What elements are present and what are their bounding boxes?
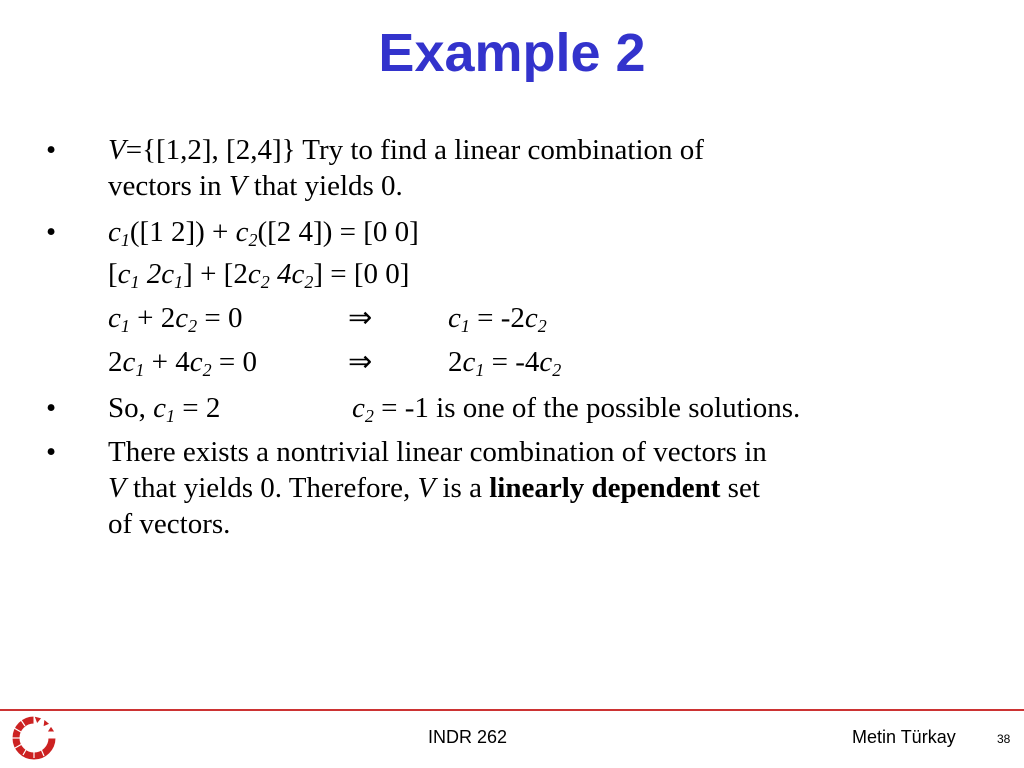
var-c: c [524, 302, 538, 334]
bullet-4: • [46, 436, 57, 468]
slide-title: Example 2 [378, 23, 646, 83]
text: So, [108, 392, 154, 424]
solution-c1 [108, 388, 352, 428]
university-logo-icon [4, 710, 64, 760]
var-c: c [235, 216, 249, 248]
sub: 1 [475, 360, 485, 380]
var-v: V [228, 170, 247, 202]
text: = 2 [175, 392, 221, 424]
sub: 1 [166, 406, 176, 426]
bullet-1-line-1 [108, 130, 704, 170]
equation-4-right [448, 346, 561, 378]
var-c: c [352, 392, 365, 424]
sub: 2 [188, 316, 198, 336]
text: is a [435, 472, 490, 504]
equation-1 [108, 212, 419, 252]
bullet-3-line [108, 388, 800, 428]
var-c: c [247, 258, 261, 290]
sub: 2 [248, 230, 258, 250]
text [270, 258, 277, 290]
sub: 2 [364, 406, 374, 426]
sub: 2 [202, 360, 212, 380]
bullet-1-line-2 [108, 166, 403, 206]
bullet-4-line-1: There exists a nontrivial linear combination of vectors in [108, 436, 767, 468]
sub: 1 [460, 316, 470, 336]
equation-4-left [108, 342, 348, 382]
var-c: c [122, 346, 136, 378]
text: that yields 0. Therefore, [125, 472, 418, 504]
footer-author: Metin Türkay [852, 727, 956, 747]
sub: 2 [260, 272, 270, 292]
coef: 4 [276, 258, 292, 290]
text: ([2 4]) = [0 0] [257, 216, 419, 248]
set-definition: ={[1,2], [2,4]} [125, 134, 296, 166]
text: [ [108, 258, 118, 290]
text: = -1 is one of the possible solutions. [373, 392, 801, 424]
set-v: V [108, 134, 126, 166]
text: vectors in [108, 170, 229, 202]
var-v: V [108, 472, 126, 504]
var-c: c [189, 346, 203, 378]
var-c: c [117, 258, 131, 290]
bullet-1: • [46, 134, 57, 166]
text: ] = [0 0] [313, 258, 410, 290]
bullet-1-text: Try to find a linear combination of [295, 134, 704, 166]
var-c: c [108, 216, 121, 248]
sub: 1 [174, 272, 184, 292]
equation-3 [108, 298, 547, 338]
text: set [720, 472, 760, 504]
solution-c2 [352, 392, 800, 424]
text: = 0 [197, 302, 243, 334]
text: ] + [2 [183, 258, 248, 290]
var-c: c [539, 346, 553, 378]
implies-arrow-icon: ⇒ [348, 346, 373, 378]
var-c: c [175, 302, 189, 334]
page-number: 38 [997, 732, 1011, 746]
equation-3-right [448, 302, 547, 334]
sub: 2 [537, 316, 547, 336]
sub: 1 [130, 272, 140, 292]
text: 2 [448, 346, 463, 378]
var-v: V [417, 472, 436, 504]
bullet-4-line-3: of vectors. [108, 508, 231, 540]
text: = -2 [469, 302, 525, 334]
footer-course: INDR 262 [428, 727, 508, 747]
equation-3-left [108, 298, 348, 338]
sub: 2 [304, 272, 314, 292]
text: 2 [108, 346, 123, 378]
bullet-4-line-2 [108, 468, 760, 508]
emphasis-term: linearly dependent [489, 472, 721, 504]
equation-4 [108, 342, 561, 382]
equation-2 [108, 254, 409, 294]
coef: 2 [146, 258, 162, 290]
var-c: c [462, 346, 476, 378]
sub: 1 [120, 316, 130, 336]
sub: 1 [135, 360, 145, 380]
sub: 2 [552, 360, 562, 380]
bullet-3: • [46, 392, 57, 424]
footer-divider [0, 709, 1024, 711]
text: that yields 0. [246, 170, 403, 202]
var-c: c [153, 392, 167, 424]
text: = -4 [484, 346, 540, 378]
var-c: c [291, 258, 305, 290]
text: + 4 [144, 346, 190, 378]
var-c: c [448, 302, 461, 334]
text: ([1 2]) + [129, 216, 236, 248]
var-c: c [108, 302, 121, 334]
bullet-2: • [46, 216, 57, 248]
text [140, 258, 147, 290]
text: + 2 [129, 302, 176, 334]
implies-arrow-icon: ⇒ [348, 302, 373, 334]
sub: 1 [120, 230, 130, 250]
var-c: c [161, 258, 175, 290]
text: = 0 [211, 346, 257, 378]
